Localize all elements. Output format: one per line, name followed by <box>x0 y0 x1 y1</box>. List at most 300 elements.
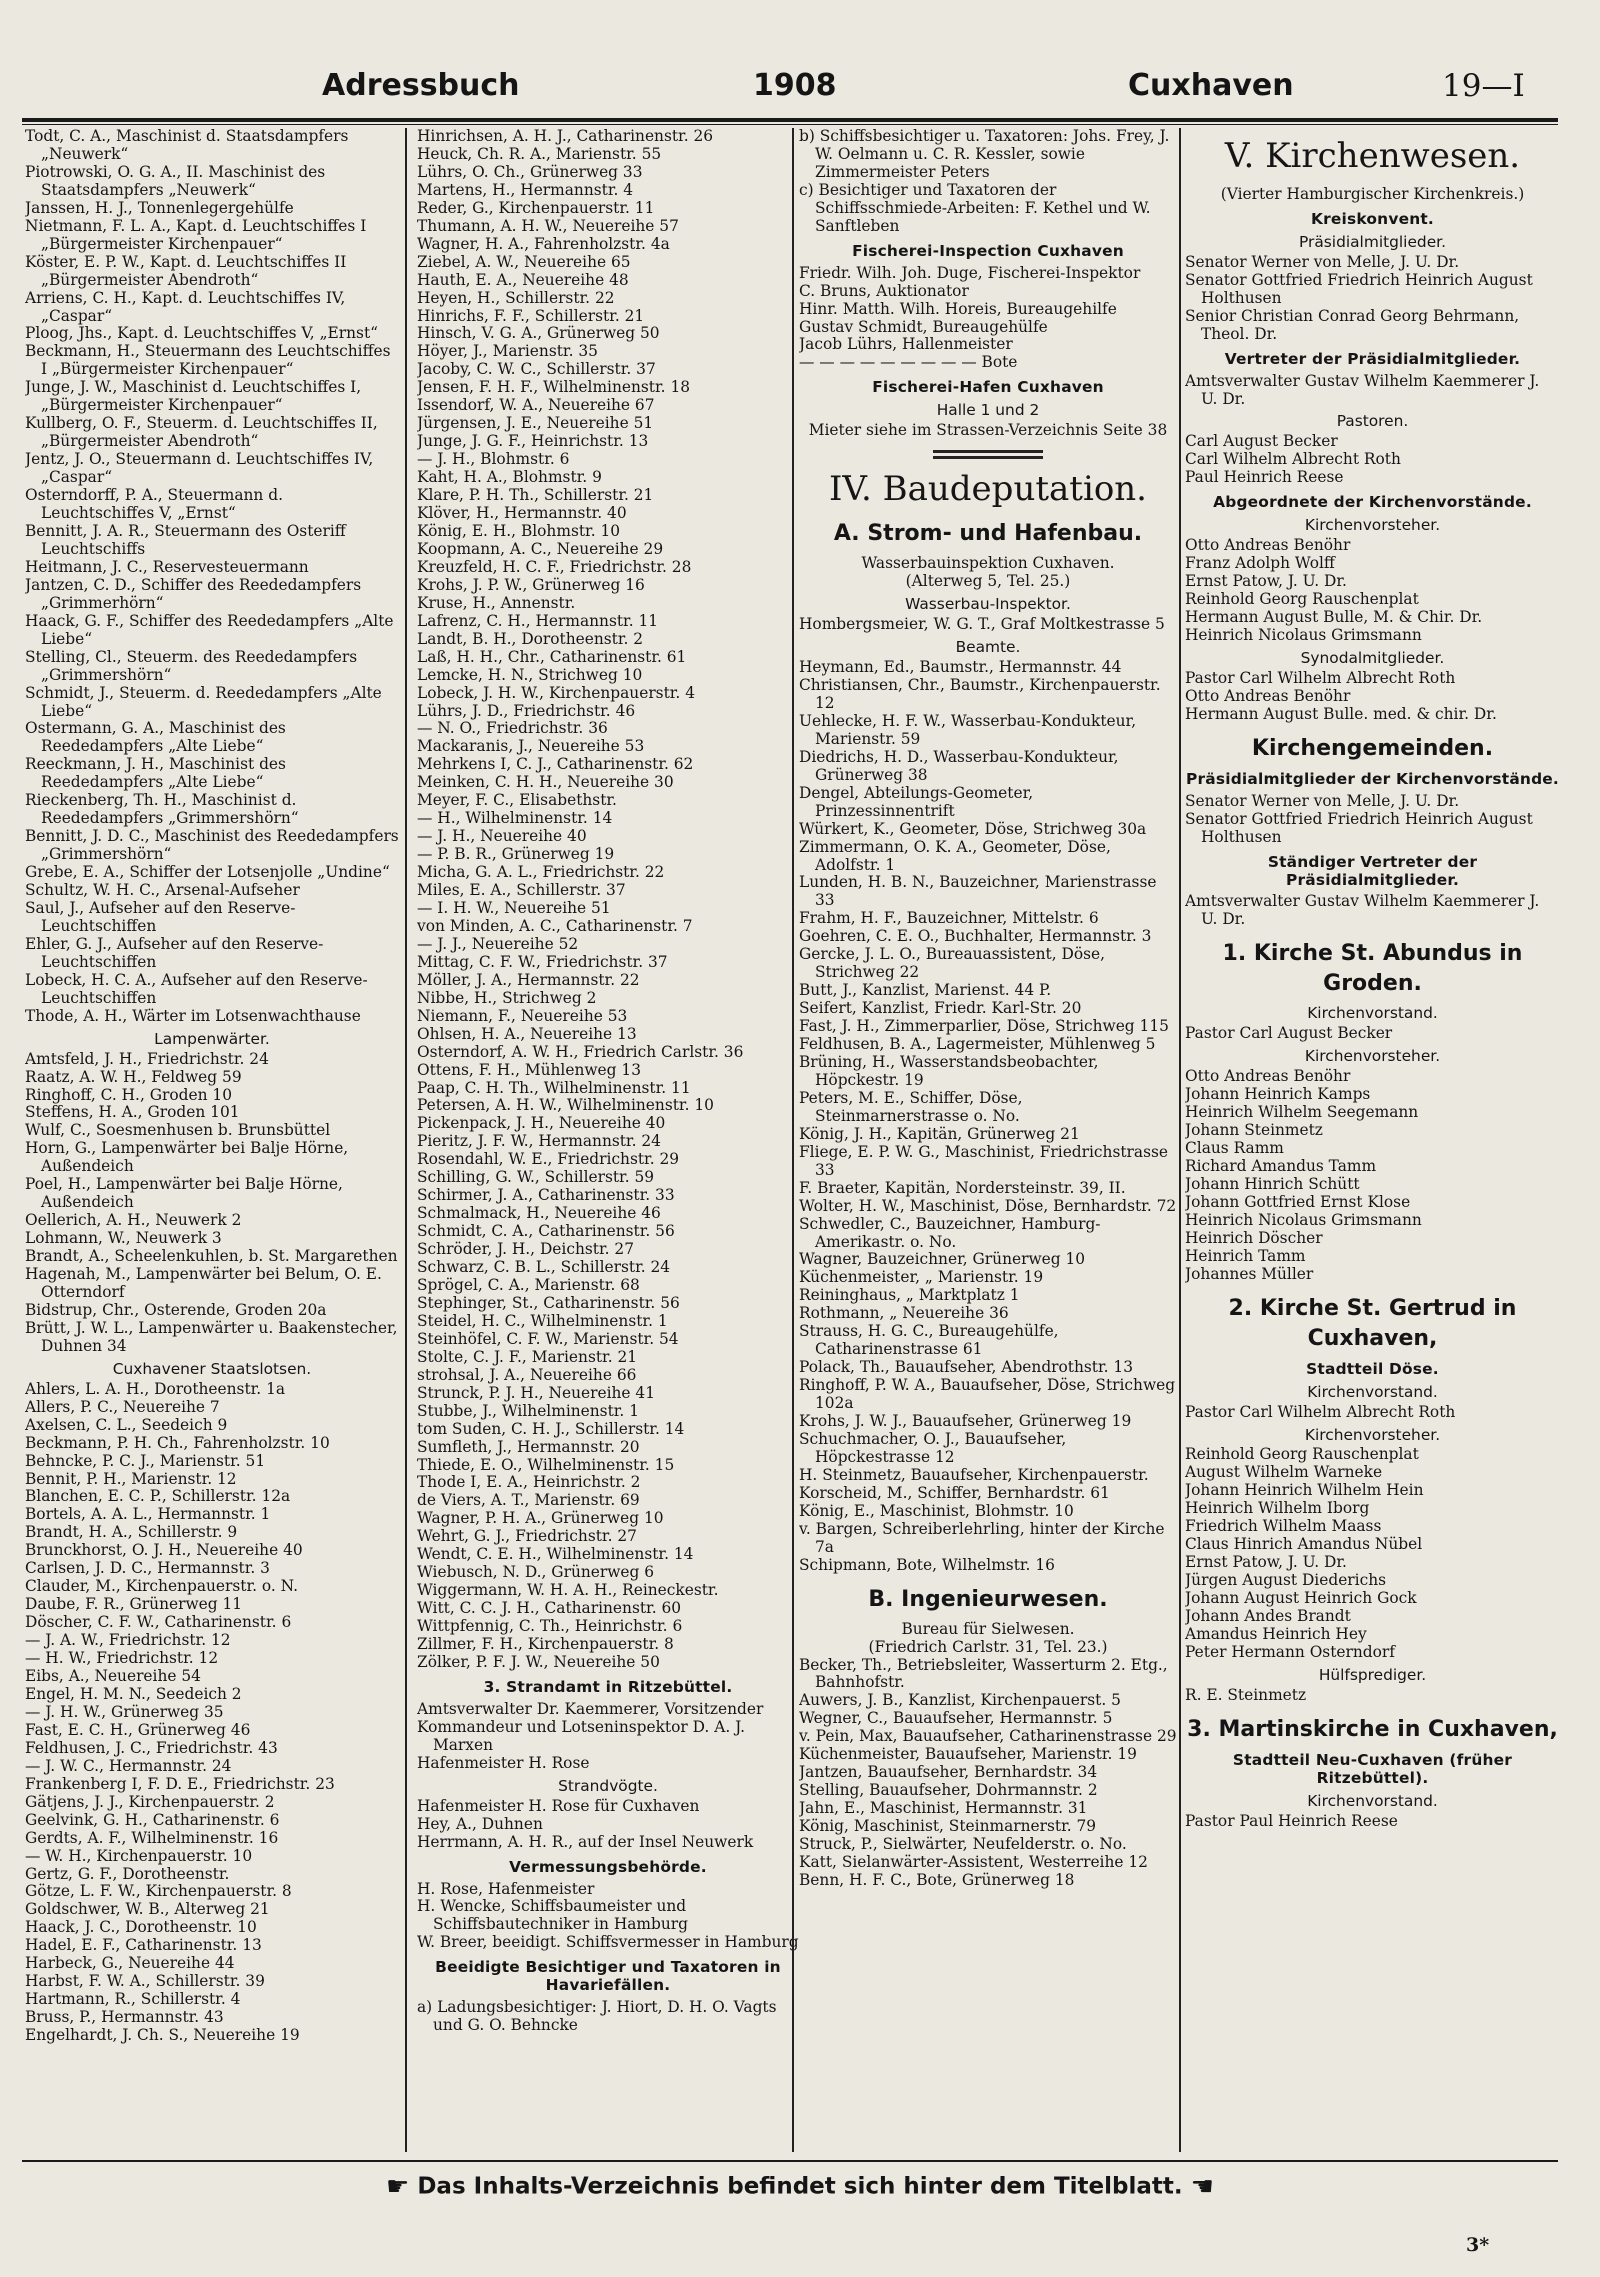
directory-entry: Küchenmeister, Bauaufseher, Marienstr. 19 <box>799 1745 1137 1764</box>
directory-entry: Polack, Th., Bauaufseher, Abendrothstr. 13 <box>799 1358 1134 1377</box>
directory-entry: Hadel, E. F., Catharinenstr. 13 <box>25 1936 262 1955</box>
directory-entry: Schmalmack, H., Neuereihe 46 <box>417 1204 661 1223</box>
directory-entry: Ploog, Jhs., Kapt. d. Leuchtschiffes V, „Ernst“ <box>25 324 379 343</box>
directory-entry: Martens, H., Hermannstr. 4 <box>417 180 634 199</box>
footer-note <box>0 2172 1600 2202</box>
directory-entry: tom Suden, C. H. J., Schillerstr. 14 <box>417 1419 685 1438</box>
directory-entry: Arriens, C. H., Kapt. d. Leuchtschiffes IV, „Caspar“ <box>25 288 346 325</box>
directory-entry: Lafrenz, C. H., Hermannstr. 11 <box>417 611 659 630</box>
directory-entry: Rieckenberg, Th. H., Maschinist d. Reededampfers „Grimmershörn“ <box>25 791 299 828</box>
directory-entry: Katt, Sielanwärter-Assistent, Westerreihe 12 <box>799 1853 1148 1872</box>
column-divider <box>1179 128 1181 2152</box>
directory-entry: Fast, E. C. H., Grünerweg 46 <box>25 1720 251 1739</box>
directory-entry: Harbst, F. W. A., Schillerstr. 39 <box>25 1972 265 1991</box>
directory-entry: Senior Christian Conrad Georg Behrmann, Theol. Dr. <box>1185 306 1520 343</box>
directory-entry: Engel, H. M. N., Seedeich 2 <box>25 1684 242 1703</box>
directory-entry: Jensen, F. H. F., Wilhelminenstr. 18 <box>417 378 691 397</box>
header-rule <box>22 118 1558 125</box>
directory-entry: — J. J., Neuereihe 52 <box>417 934 579 953</box>
directory-entry: Horn, G., Lampenwärter bei Balje Hörne, Außendeich <box>25 1139 349 1176</box>
footer-rule <box>22 2160 1558 2162</box>
directory-entry: Johann Steinmetz <box>1185 1121 1323 1140</box>
directory-entry: Petersen, A. H. W., Wilhelminenstr. 10 <box>417 1096 714 1115</box>
directory-entry: Hartmann, R., Schillerstr. 4 <box>25 1990 241 2009</box>
directory-entry: Senator Gottfried Friedrich Heinrich August Holthusen <box>1185 270 1533 307</box>
directory-entry: Rothmann, „ Neuereihe 36 <box>799 1304 1009 1323</box>
directory-entry: Höyer, J., Marienstr. 35 <box>417 342 598 361</box>
directory-entry: Meinken, C. H. H., Neuereihe 30 <box>417 773 674 792</box>
directory-entry: Benn, H. F. C., Bote, Grünerweg 18 <box>799 1870 1075 1889</box>
directory-entry: Daube, F. R., Grünerweg 11 <box>25 1595 243 1614</box>
directory-entry: Todt, C. A., Maschinist d. Staatsdampfers „Neuwerk“ <box>25 128 349 163</box>
chapter-heading: V. Kirchenwesen. <box>1224 136 1521 176</box>
directory-entry: Johann August Heinrich Gock <box>1185 1589 1417 1608</box>
directory-entry: Schmidt, J., Steuerm. d. Reededampfers „Alte Liebe“ <box>25 683 382 720</box>
directory-entry: Meyer, F. C., Elisabethstr. <box>417 791 617 810</box>
directory-entry: Grebe, E. A., Schiffer der Lotsenjolle „Undine“ <box>25 863 390 882</box>
directory-entry: W. Breer, beeidigt. Schiffsvermesser in Hamburg <box>417 1933 799 1952</box>
directory-entry: Lobeck, H. C. A., Aufseher auf den Reserve-Leuchtschiffen <box>25 970 368 1007</box>
directory-entry: König, E., Maschinist, Blohmstr. 10 <box>799 1501 1074 1520</box>
directory-entry: — H. W., Friedrichstr. 12 <box>25 1649 219 1668</box>
directory-entry: Osterndorff, P. A., Steuermann d. Leuchtschiffes V, „Ernst“ <box>25 486 283 523</box>
directory-entry: Gustav Schmidt, Bureaugehülfe <box>799 317 1048 336</box>
directory-entry: Eibs, A., Neuereihe 54 <box>25 1667 201 1686</box>
directory-entry: Ernst Patow, J. U. Dr. <box>1185 1553 1347 1572</box>
directory-entry: — I. H. W., Neuereihe 51 <box>417 898 611 917</box>
directory-entry: Klare, P. H. Th., Schillerstr. 21 <box>417 486 654 505</box>
directory-entry: Goehren, C. E. O., Buchhalter, Hermannstr. 3 <box>799 927 1152 946</box>
directory-entry: Koopmann, A. C., Neuereihe 29 <box>417 539 664 558</box>
directory-entry: Schröder, J. H., Deichstr. 27 <box>417 1240 634 1259</box>
directory-entry: Stelling, Cl., Steuerm. des Reededampfers „Grimmershörn“ <box>25 647 358 684</box>
directory-entry: Christiansen, Chr., Baumstr., Kirchenpauerstr. 12 <box>799 675 1161 712</box>
directory-entry: Goldschwer, W. B., Alterweg 21 <box>25 1900 270 1919</box>
directory-entry: von Minden, A. C., Catharinenstr. 7 <box>417 916 693 935</box>
directory-entry: Klöver, H., Hermannstr. 40 <box>417 504 627 523</box>
directory-entry: — P. B. R., Grünerweg 19 <box>417 845 615 864</box>
section-heading: Kreiskonvent. <box>1311 209 1434 228</box>
directory-entry: Niemann, F., Neuereihe 53 <box>417 1006 628 1025</box>
directory-entry: Döscher, C. F. W., Catharinenstr. 6 <box>25 1613 292 1632</box>
directory-entry: Hey, A., Duhnen <box>417 1814 543 1833</box>
directory-entry: Bennit, P. H., Marienstr. 12 <box>25 1469 237 1488</box>
directory-entry: Krohs, J. P. W., Grünerweg 16 <box>417 575 645 594</box>
directory-entry: v. Bargen, Schreiberlehrling, hinter der Kirche 7a <box>799 1519 1165 1556</box>
section-heading: Präsidialmitglieder der Kirchenvorstände. <box>1186 769 1559 788</box>
centered-note: (Friedrich Carlstr. 31, Tel. 23.) <box>868 1637 1108 1656</box>
directory-entry: Hermann August Bulle. med. & chir. Dr. <box>1185 704 1497 723</box>
subsection-heading: Kirchenvorstand. <box>1307 1791 1438 1810</box>
section-title: Kirchengemeinden. <box>1251 735 1494 761</box>
pointing-hand-right-icon: ☛ <box>386 2172 410 2202</box>
directory-entry: Peters, M. E., Schiffer, Döse, Steinmarnerstrasse o. No. <box>799 1088 1023 1125</box>
footer-text: Das Inhalts-Verzeichnis befindet sich hinter dem Titelblatt. <box>417 2173 1183 2200</box>
chapter-heading: IV. Baudeputation. <box>828 469 1147 510</box>
directory-entry: Nibbe, H., Strichweg 2 <box>417 988 597 1007</box>
directory-entry: Ehler, G. J., Aufseher auf den Reserve-Leuchtschiffen <box>25 934 324 971</box>
section-heading: Ständiger Vertreter der Präsidialmitglieder. <box>1267 852 1478 889</box>
directory-entry: Kaht, H. A., Blohmstr. 9 <box>417 468 602 487</box>
directory-entry: Poel, H., Lampenwärter bei Balje Hörne, Außendeich <box>25 1175 343 1212</box>
centered-note: Mieter siehe im Strassen-Verzeichnis Seite 38 <box>808 421 1168 440</box>
directory-entry: Heinrich Wilhelm Seegemann <box>1185 1103 1419 1122</box>
directory-entry: Reeckmann, J. H., Maschinist des Reededampfers „Alte Liebe“ <box>25 755 286 792</box>
directory-entry: Carlsen, J. D. C., Hermannstr. 3 <box>25 1559 270 1578</box>
directory-entry: Wiggermann, W. H. A. H., Reineckestr. <box>417 1581 719 1600</box>
directory-entry: Otto Andreas Benöhr <box>1185 1067 1351 1086</box>
section-title: 1. Kirche St. Abundus in Groden. <box>1222 941 1523 997</box>
directory-entry: Osterndorf, A. W. H., Friedrich Carlstr. 36 <box>417 1042 744 1061</box>
directory-entry: Ostermann, G. A., Maschinist des Reededampfers „Alte Liebe“ <box>25 719 286 756</box>
directory-entry: Gerdts, A. F., Wilhelminenstr. 16 <box>25 1828 279 1847</box>
directory-entry: Butt, J., Kanzlist, Marienst. 44 P. <box>799 981 1052 1000</box>
directory-entry: Lemcke, H. N., Strichweg 10 <box>417 665 643 684</box>
directory-entry: Feldhusen, B. A., Lagermeister, Mühlenweg 5 <box>799 1035 1156 1054</box>
directory-entry: Jürgensen, J. E., Neuereihe 51 <box>417 414 654 433</box>
directory-entry: Hafenmeister H. Rose <box>417 1753 590 1772</box>
directory-entry: Reder, G., Kirchenpauerstr. 11 <box>417 198 655 217</box>
directory-entry: Kreuzfeld, H. C. F., Friedrichstr. 28 <box>417 557 692 576</box>
directory-entry: — — — — — — — — — Bote <box>799 353 1018 372</box>
directory-entry: Möller, J. A., Hermannstr. 22 <box>417 970 640 989</box>
directory-entry: Stolte, C. J. F., Marienstr. 21 <box>417 1347 638 1366</box>
directory-entry: Hermann August Bulle, M. & Chir. Dr. <box>1185 608 1483 627</box>
directory-entry: Thumann, A. H. W., Neuereihe 57 <box>417 216 679 235</box>
directory-entry: Wagner, Bauzeichner, Grünerweg 10 <box>799 1250 1086 1269</box>
directory-entry: Jantzen, Bauaufseher, Bernhardstr. 34 <box>799 1763 1098 1782</box>
directory-entry: Hombergsmeier, W. G. T., Graf Moltkestrasse 5 <box>799 615 1165 634</box>
directory-entry: Herrmann, A. H. R., auf der Insel Neuwerk <box>417 1832 754 1851</box>
section-heading: Stadtteil Neu-Cuxhaven (früher Ritzebüttel). <box>1232 1750 1513 1787</box>
subsection-heading: Wasserbau-Inspektor. <box>905 595 1071 614</box>
directory-entry: Heinrich Wilhelm Iborg <box>1185 1499 1370 1518</box>
directory-entry: Hinrichs, F. F., Schillerstr. 21 <box>417 306 645 325</box>
directory-entry: Ziebel, A. W., Neuereihe 65 <box>417 252 631 271</box>
directory-entry: Brunckhorst, O. J. H., Neuereihe 40 <box>25 1541 303 1560</box>
directory-entry: Clauder, M., Kirchenpauerstr. o. N. <box>25 1577 299 1596</box>
directory-entry: Jacob Lührs, Hallenmeister <box>799 335 1013 354</box>
directory-entry: Uehlecke, H. F. W., Wasserbau-Kondukteur, Marienstr. 59 <box>799 711 1137 748</box>
directory-entry: Lunden, H. B. N., Bauzeichner, Marienstrasse 33 <box>799 873 1157 910</box>
directory-entry: Götze, L. F. W., Kirchenpauerstr. 8 <box>25 1882 292 1901</box>
directory-entry: Ottens, F. H., Mühlenweg 13 <box>417 1060 641 1079</box>
directory-entry: b) Schiffsbesichtiger u. Taxatoren: Johs. Frey, J. W. Oelmann u. C. R. Kessler, sowie Zimmermeister Peters <box>799 128 1170 181</box>
column-divider <box>405 128 407 2152</box>
directory-entry: Fast, J. H., Zimmerparlier, Döse, Strichweg 115 <box>799 1017 1169 1036</box>
directory-entry: Claus Hinrich Amandus Nübel <box>1185 1535 1423 1554</box>
directory-entry: — J. H., Blohmstr. 6 <box>417 450 570 469</box>
directory-entry: Wolter, H. W., Maschinist, Döse, Bernhardstr. 72 <box>799 1196 1177 1215</box>
directory-entry: Bidstrup, Chr., Osterende, Groden 20a <box>25 1300 327 1319</box>
directory-entry: Schilling, G. W., Schillerstr. 59 <box>417 1168 655 1187</box>
directory-entry: strohsal, J. A., Neuereihe 66 <box>417 1365 637 1384</box>
directory-entry: Johann Heinrich Kamps <box>1185 1085 1371 1104</box>
directory-entry: Heinrich Nicolaus Grimsmann <box>1185 625 1422 644</box>
directory-entry: Beckmann, H., Steuermann des Leuchtschiffes I „Bürgermeister Kirchenpauer“ <box>25 342 391 379</box>
directory-entry: Stephinger, St., Catharinenstr. 56 <box>417 1293 680 1312</box>
directory-entry: Seifert, Kanzlist, Friedr. Karl-Str. 20 <box>799 999 1082 1018</box>
subsection-heading: Lampenwärter. <box>154 1029 270 1048</box>
directory-entry: Landt, B. H., Dorotheenstr. 2 <box>417 629 644 648</box>
header-year: 1908 <box>753 68 837 103</box>
subsection-heading: Pastoren. <box>1336 412 1409 431</box>
directory-entry: Lührs, O. Ch., Grünerweg 33 <box>417 162 643 181</box>
directory-entry: Schirmer, J. A., Catharinenstr. 33 <box>417 1186 675 1205</box>
directory-entry: Zillmer, F. H., Kirchenpauerstr. 8 <box>417 1635 674 1654</box>
centered-note: Wasserbauinspektion Cuxhaven. <box>861 554 1115 573</box>
column-3 <box>799 128 1177 2152</box>
section-title: 3. Martinskirche in Cuxhaven, <box>1187 1716 1558 1742</box>
directory-entry: Johann Andes Brandt <box>1185 1607 1351 1626</box>
directory-entry: Blanchen, E. C. P., Schillerstr. 12a <box>25 1487 291 1506</box>
directory-entry: Oellerich, A. H., Neuwerk 2 <box>25 1211 242 1230</box>
column-1 <box>25 128 399 2152</box>
directory-entry: Senator Werner von Melle, J. U. Dr. <box>1185 252 1460 271</box>
directory-entry: Senator Gottfried Friedrich Heinrich August Holthusen <box>1185 809 1533 846</box>
directory-entry: Wiebusch, N. D., Grünerweg 6 <box>417 1563 655 1582</box>
pointing-hand-left-icon: ☚ <box>1190 2172 1214 2202</box>
directory-entry: Jantzen, C. D., Schiffer des Reededampfers „Grimmerhörn“ <box>25 575 362 612</box>
directory-entry: H. Steinmetz, Bauaufseher, Kirchenpauerstr. <box>799 1465 1149 1484</box>
directory-entry: Carl August Becker <box>1185 432 1338 451</box>
section-heading: Abgeordnete der Kirchenvorstände. <box>1213 493 1532 512</box>
directory-entry: Sumfleth, J., Hermannstr. 20 <box>417 1437 640 1456</box>
directory-entry: Schmidt, C. A., Catharinenstr. 56 <box>417 1222 675 1241</box>
header-title: Adressbuch <box>322 68 520 103</box>
directory-entry: Jacoby, C. W. C., Schillerstr. 37 <box>417 360 656 379</box>
directory-entry: Stubbe, J., Wilhelminenstr. 1 <box>417 1401 639 1420</box>
directory-entry: Laß, H. H., Chr., Catharinenstr. 61 <box>417 647 687 666</box>
directory-entry: Frankenberg I, F. D. E., Friedrichstr. 23 <box>25 1774 335 1793</box>
directory-entry: c) Besichtiger und Taxatoren der Schiffsschmiede-Arbeiten: F. Kethel und W. Sanftleben <box>799 180 1151 235</box>
directory-entry: Janssen, H. J., Tonnenlegergehülfe <box>25 198 294 217</box>
directory-entry: Hinr. Matth. Wilh. Horeis, Bureaugehilfe <box>799 299 1117 318</box>
directory-entry: Schultz, W. H. C., Arsenal-Aufseher <box>25 881 300 900</box>
directory-entry: Reinhold Georg Rauschenplat <box>1185 590 1419 609</box>
directory-entry: Thode I, E. A., Heinrichstr. 2 <box>417 1473 641 1492</box>
directory-entry: Hinsch, V. G. A., Grünerweg 50 <box>417 324 660 343</box>
directory-entry: Mackaranis, J., Neuereihe 53 <box>417 737 645 756</box>
subsection-heading: Hülfsprediger. <box>1318 1665 1427 1684</box>
directory-entry: Richard Amandus Tamm <box>1185 1156 1377 1175</box>
subsection-heading: Präsidialmitglieder. <box>1299 232 1446 251</box>
directory-entry: Wittpfennig, C. Th., Heinrichstr. 6 <box>417 1617 683 1636</box>
directory-entry: Küchenmeister, „ Marienstr. 19 <box>799 1268 1044 1287</box>
directory-entry: Amtsverwalter Gustav Wilhelm Kaemmerer J. U. Dr. <box>1185 892 1540 929</box>
directory-entry: Heinrich Tamm <box>1185 1246 1306 1265</box>
directory-entry: Ringhoff, P. W. A., Bauaufseher, Döse, Strichweg 102a <box>799 1376 1176 1413</box>
directory-entry: Mittag, C. F. W., Friedrichstr. 37 <box>417 952 668 971</box>
column-divider <box>792 128 794 2152</box>
directory-entry: de Viers, A. T., Marienstr. 69 <box>417 1491 640 1510</box>
directory-entry: H. Wencke, Schiffsbaumeister und Schiffsbautechniker in Hamburg <box>417 1897 689 1934</box>
directory-entry: Jentz, J. O., Steuermann d. Leuchtschiffes IV, „Caspar“ <box>25 450 374 487</box>
directory-entry: Pastor Carl Wilhelm Albrecht Roth <box>1185 668 1456 687</box>
directory-entry: Otto Andreas Benöhr <box>1185 686 1351 705</box>
directory-entry: Lohmann, W., Neuwerk 3 <box>25 1229 222 1248</box>
directory-entry: Heitmann, J. C., Reservesteuermann <box>25 557 309 576</box>
directory-entry: — N. O., Friedrichstr. 36 <box>417 719 608 738</box>
section-title: B. Ingenieurwesen. <box>868 1586 1108 1612</box>
directory-entry: Friedr. Wilh. Joh. Duge, Fischerei-Inspektor <box>799 263 1141 282</box>
section-heading: 3. Strandamt in Ritzebüttel. <box>483 1677 733 1696</box>
directory-entry: Piotrowski, O. G. A., II. Maschinist des Staatsdampfers „Neuwerk“ <box>25 162 326 199</box>
directory-entry: Steinhöfel, C. F. W., Marienstr. 54 <box>417 1329 679 1348</box>
directory-entry: Brüning, H., Wasserstandsbeobachter, Höpckestr. 19 <box>799 1052 1099 1089</box>
directory-entry: König, Maschinist, Steinmarnerstr. 79 <box>799 1817 1097 1836</box>
directory-entry: Gertz, G. F., Dorotheenstr. <box>25 1864 230 1883</box>
section-heading: Fischerei-Hafen Cuxhaven <box>872 378 1104 397</box>
directory-entry: Kullberg, O. F., Steuerm. d. Leuchtschiffes II, „Bürgermeister Abendroth“ <box>25 414 378 451</box>
directory-entry: Hauth, E. A., Neuereihe 48 <box>417 270 629 289</box>
directory-entry: Peter Hermann Osterndorf <box>1185 1642 1395 1661</box>
directory-entry: Pieritz, J. F. W., Hermannstr. 24 <box>417 1132 661 1151</box>
directory-entry: Geelvink, G. H., Catharinenstr. 6 <box>25 1810 280 1829</box>
directory-entry: Behncke, P. C. J., Marienstr. 51 <box>25 1451 266 1470</box>
directory-entry: Reininghaus, „ Marktplatz 1 <box>799 1286 1020 1305</box>
directory-entry: — W. H., Kirchenpauerstr. 10 <box>25 1846 253 1865</box>
directory-entry: Schwarz, C. B. L., Schillerstr. 24 <box>417 1258 671 1277</box>
section-heading: Fischerei-Inspection Cuxhaven <box>852 241 1124 260</box>
directory-entry: Franz Adolph Wolff <box>1185 554 1335 573</box>
directory-entry: — J. W. C., Hermannstr. 24 <box>25 1756 232 1775</box>
directory-entry: Mehrkens I, C. J., Catharinenstr. 62 <box>417 755 694 774</box>
directory-entry: Allers, P. C., Neuereihe 7 <box>25 1397 220 1416</box>
directory-entry: Raatz, A. W. H., Feldweg 59 <box>25 1067 242 1086</box>
directory-entry: Becker, Th., Betriebsleiter, Wasserturm 2. Etg., Bahnhofstr. <box>799 1655 1168 1692</box>
directory-entry: Wulf, C., Soesmenhusen b. Brunsbüttel <box>25 1121 331 1140</box>
directory-entry: Ohlsen, H. A., Neuereihe 13 <box>417 1024 637 1043</box>
directory-entry: Korscheid, M., Schiffer, Bernhardstr. 61 <box>799 1483 1110 1502</box>
directory-entry: Feldhusen, J. C., Friedrichstr. 43 <box>25 1738 278 1757</box>
directory-entry: Hafenmeister H. Rose für Cuxhaven <box>417 1796 700 1815</box>
directory-entry: Johann Heinrich Wilhelm Hein <box>1185 1481 1424 1500</box>
directory-entry: Haack, J. C., Dorotheenstr. 10 <box>25 1918 257 1937</box>
directory-entry: Engelhardt, J. Ch. S., Neuereihe 19 <box>25 2026 300 2045</box>
directory-entry: Strauss, H. G. C., Bureaugehülfe, Catharinenstrasse 61 <box>799 1322 1059 1359</box>
directory-entry: Witt, C. C. J. H., Catharinenstr. 60 <box>417 1599 682 1618</box>
directory-entry: Dengel, Abteilungs-Geometer, Prinzessinnentrift <box>799 783 1034 820</box>
directory-entry: Bennitt, J. A. R., Steuermann des Osteriff Leuchtschiffs <box>25 521 346 558</box>
directory-entry: Axelsen, C. L., Seedeich 9 <box>25 1415 228 1434</box>
directory-entry: Pastor Carl Wilhelm Albrecht Roth <box>1185 1402 1456 1421</box>
directory-entry: Schipmann, Bote, Wilhelmstr. 16 <box>799 1555 1055 1574</box>
centered-note: Bureau für Sielwesen. <box>901 1619 1075 1638</box>
page-header <box>0 62 1600 110</box>
directory-entry: Junge, J. G. F., Heinrichstr. 13 <box>417 432 649 451</box>
directory-entry: Auwers, J. B., Kanzlist, Kirchenpauerst. 5 <box>799 1691 1121 1710</box>
centered-note: (Vierter Hamburgischer Kirchenkreis.) <box>1220 185 1525 203</box>
directory-entry: F. Braeter, Kapitän, Nordersteinstr. 39, II. <box>799 1178 1126 1197</box>
directory-entry: König, E. H., Blohmstr. 10 <box>417 521 621 540</box>
directory-entry: Otto Andreas Benöhr <box>1185 536 1351 555</box>
directory-entry: Wendt, C. E. H., Wilhelminenstr. 14 <box>417 1545 694 1564</box>
directory-entry: Reinhold Georg Rauschenplat <box>1185 1445 1419 1464</box>
directory-entry: Zimmermann, O. K. A., Geometer, Döse, Adolfstr. 1 <box>799 837 1111 874</box>
directory-entry: Steidel, H. C., Wilhelminenstr. 1 <box>417 1311 668 1330</box>
directory-entry: Gercke, J. L. O., Bureauassistent, Döse, Strichweg 22 <box>799 945 1106 982</box>
directory-entry: Bennitt, J. D. C., Maschinist des Reededampfers „Grimmershörn“ <box>25 827 399 864</box>
subsection-heading: Beamte. <box>955 638 1021 657</box>
directory-entry: Claus Ramm <box>1185 1139 1284 1158</box>
section-title: 2. Kirche St. Gertrud in Cuxhaven, <box>1228 1295 1517 1351</box>
directory-entry: Junge, J. W., Maschinist d. Leuchtschiffes I, „Bürgermeister Kirchenpauer“ <box>25 378 362 415</box>
directory-entry: Lührs, J. D., Friedrichstr. 46 <box>417 701 636 720</box>
directory-entry: Jahn, E., Maschinist, Hermannstr. 31 <box>799 1799 1088 1818</box>
directory-entry: Kruse, H., Annenstr. <box>417 593 576 612</box>
directory-entry: Jürgen August Diederichs <box>1185 1571 1387 1590</box>
directory-entry: Steffens, H. A., Groden 101 <box>25 1103 240 1122</box>
directory-entry: Krohs, J. W. J., Bauaufseher, Grünerweg 19 <box>799 1412 1132 1431</box>
header-page-number: 19—I <box>1442 68 1525 104</box>
directory-entry: Beckmann, P. H. Ch., Fahrenholzstr. 10 <box>25 1433 330 1452</box>
directory-entry: Stelling, Bauaufseher, Dohrmannstr. 2 <box>799 1781 1098 1800</box>
directory-entry: Strunck, P. J. H., Neuereihe 41 <box>417 1383 655 1402</box>
directory-entry: Bruss, P., Hermannstr. 43 <box>25 2008 224 2027</box>
directory-entry: Paul Heinrich Reese <box>1185 468 1344 487</box>
directory-entry: Amandus Heinrich Hey <box>1185 1625 1367 1643</box>
directory-entry: Heuck, Ch. R. A., Marienstr. 55 <box>417 144 662 163</box>
directory-entry: Micha, G. A. L., Friedrichstr. 22 <box>417 863 665 882</box>
double-rule <box>933 450 1043 459</box>
section-heading: Vermessungsbehörde. <box>509 1857 707 1876</box>
directory-entry: Harbeck, G., Neuereihe 44 <box>25 1954 235 1973</box>
directory-entry: Johann Hinrich Schütt <box>1185 1174 1360 1193</box>
directory-entry: Bortels, A. A. L., Hermannstr. 1 <box>25 1505 271 1524</box>
subsection-heading: Strandvögte. <box>558 1776 658 1795</box>
directory-entry: Hinrichsen, A. H. J., Catharinenstr. 26 <box>417 128 714 145</box>
directory-entry: August Wilhelm Warneke <box>1185 1463 1383 1482</box>
directory-entry: Miles, E. A., Schillerstr. 37 <box>417 881 626 900</box>
section-heading: Vertreter der Präsidialmitglieder. <box>1224 349 1521 368</box>
directory-entry: Issendorf, W. A., Neuereihe 67 <box>417 396 655 415</box>
directory-entry: Wegner, C., Bauaufseher, Hermannstr. 5 <box>799 1709 1113 1728</box>
directory-entry: Brandt, H. A., Schillerstr. 9 <box>25 1523 238 1542</box>
directory-entry: Köster, E. P. W., Kapt. d. Leuchtschiffes II „Bürgermeister Abendroth“ <box>25 252 347 289</box>
directory-entry: Heyen, H., Schillerstr. 22 <box>417 288 615 307</box>
directory-entry: König, J. H., Kapitän, Grünerweg 21 <box>799 1124 1080 1143</box>
directory-entry: Lobeck, J. H. W., Kirchenpauerstr. 4 <box>417 683 696 702</box>
directory-entry: Saul, J., Aufseher auf den Reserve-Leuchtschiffen <box>25 898 296 935</box>
directory-entry: Wagner, H. A., Fahrenholzstr. 4a <box>417 234 670 253</box>
directory-entry: — H., Wilhelminenstr. 14 <box>417 809 613 828</box>
directory-entry: — J. H., Neuereihe 40 <box>417 827 587 846</box>
directory-entry: Gätjens, J. J., Kirchenpauerstr. 2 <box>25 1792 275 1811</box>
directory-entry: Amtsfeld, J. H., Friedrichstr. 24 <box>25 1049 269 1068</box>
subsection-heading: Kirchenvorsteher. <box>1304 516 1441 535</box>
directory-entry: Ernst Patow, J. U. Dr. <box>1185 572 1347 591</box>
subsection-heading: Kirchenvorstand. <box>1307 1382 1438 1401</box>
directory-entry: Ringhoff, C. H., Groden 10 <box>25 1085 232 1104</box>
directory-entry: Nietmann, F. L. A., Kapt. d. Leuchtschiffes I „Bürgermeister Kirchenpauer“ <box>25 216 367 253</box>
directory-entry: Pickenpack, J. H., Neuereihe 40 <box>417 1114 666 1133</box>
directory-entry: Schuchmacher, O. J., Bauaufseher, Höpckestrasse 12 <box>799 1430 1067 1466</box>
directory-entry: Wehrt, G. J., Friedrichstr. 27 <box>417 1527 637 1546</box>
signature-mark: 3* <box>1466 2234 1490 2256</box>
directory-entry: Heymann, Ed., Baumstr., Hermannstr. 44 <box>799 658 1122 677</box>
directory-entry: H. Rose, Hafenmeister <box>417 1879 595 1898</box>
directory-entry: C. Bruns, Auktionator <box>799 281 969 300</box>
subsection-heading: Kirchenvorsteher. <box>1304 1425 1441 1444</box>
directory-entry: — J. H. W., Grünerweg 35 <box>25 1702 224 1721</box>
directory-entry: a) Ladungsbesichtiger: J. Hiort, D. H. O. Vagts und G. O. Behncke <box>417 1998 777 2035</box>
directory-entry: Brütt, J. W. L., Lampenwärter u. Baakenstecher, Duhnen 34 <box>25 1318 398 1355</box>
directory-entry: Pastor Carl August Becker <box>1185 1024 1393 1043</box>
directory-entry: Haack, G. F., Schiffer des Reededampfers „Alte Liebe“ <box>25 611 394 648</box>
centered-note: (Alterweg 5, Tel. 25.) <box>905 572 1071 591</box>
directory-entry: — J. A. W., Friedrichstr. 12 <box>25 1631 231 1650</box>
